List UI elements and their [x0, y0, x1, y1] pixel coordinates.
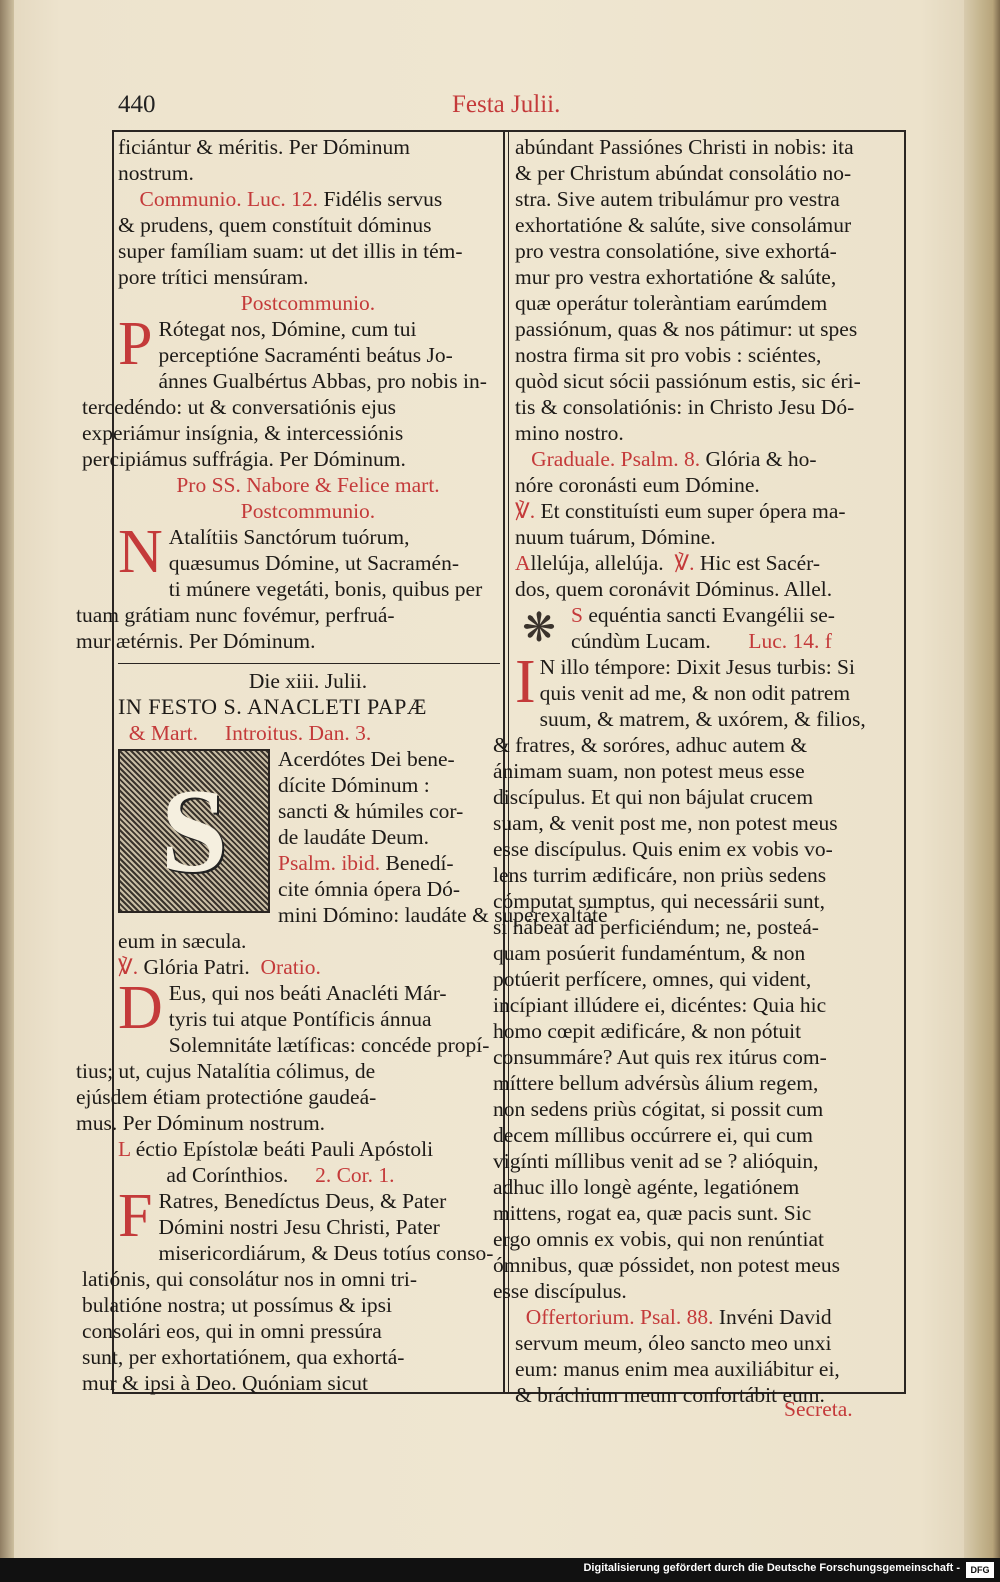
text-line: tuam grátiam nunc fovémur, perfruá-: [76, 603, 395, 627]
drop-cap-f: F: [118, 1182, 153, 1250]
footer-credit: Digitalisierung gefördert durch die Deutsche Forschungsgemeinschaft -: [583, 1562, 960, 1574]
frame-right-rule: [904, 130, 906, 1394]
text-line: nostra firma sit pro vobis : sciéntes,: [515, 343, 822, 367]
sequentia-block: [515, 602, 900, 654]
text-line: ejúsdem étiam protectióne gaudeá-: [76, 1085, 377, 1109]
drop-cap-n: N: [118, 518, 163, 586]
text-line: quæ operátur toleràntiam earúmdem: [515, 291, 828, 315]
gospel-paragraph: [493, 648, 900, 1304]
fleuron-ornament-icon: ❋: [522, 605, 556, 650]
text-line: ómnibus, quæ póssidet, non potest meus: [493, 1253, 840, 1277]
text-line: experiámur insígnia, & intercessiónis: [82, 421, 404, 445]
text-line: consummáre? Aut quis rex itúrus com-: [493, 1045, 827, 1069]
text-line: super famíliam suam: ut det illis in tém-: [118, 239, 463, 263]
text-line: quæsumus Dómine, ut Sacramén-: [168, 551, 459, 575]
lectio-line-2: [118, 1162, 498, 1188]
text-line: ti múnere vegetáti, bonis, quibus per: [168, 577, 483, 601]
frame-top-rule: [112, 130, 906, 132]
text-line: esse discípulus.: [493, 1279, 627, 1303]
versicle-mark: ℣.: [674, 551, 695, 575]
text-line: & per Christum abúndat consolátio no-: [515, 161, 852, 185]
drop-cap-p: P: [118, 310, 153, 378]
text-line: mur ætérnis. Per Dóminum.: [76, 629, 316, 653]
sequentia-line-2: [515, 628, 900, 654]
fratres-paragraph: [82, 1182, 498, 1396]
text-line: ficiántur & méritis. Per Dóminum: [118, 135, 410, 159]
drop-cap-s: S: [571, 603, 583, 627]
text-line: potúerit perfícere, omnes, qui vident,: [493, 967, 812, 991]
offertorium-label: Offertorium. Psal. 88.: [525, 1305, 714, 1329]
text-line: pore trítici mensúram.: [118, 265, 309, 289]
introitus-line: [118, 720, 498, 746]
woodcut-initial: [118, 749, 270, 913]
text-line: perceptióne Sacraménti beátus Jo-: [158, 343, 453, 367]
text-line: mini Dómino: laudáte & superexaltáte: [278, 903, 608, 927]
gloria-text: Glória Patri.: [143, 955, 250, 979]
text-line: exhortatióne & salúte, sive consolámur: [515, 213, 852, 237]
frame-left-rule: [112, 130, 114, 1394]
sequentia-line: [515, 602, 900, 628]
digitization-footer: [0, 1558, 1000, 1582]
text-line: servum meum, óleo sancto meo unxi: [515, 1331, 832, 1355]
versicle-line: [515, 498, 900, 524]
text-line: cómputat sumptus, qui necessárii sunt,: [493, 889, 826, 913]
text-line: Acerdótes Dei bene-: [278, 747, 455, 771]
graduale-label: Graduale. Psalm. 8.: [531, 447, 701, 471]
communio-label: Communio. Luc. 12.: [139, 187, 319, 211]
deus-paragraph: [76, 974, 498, 1136]
text-line: dos, quem coronávit Dóminus. Allel.: [515, 577, 833, 601]
text-line: mino nostro.: [515, 421, 624, 445]
text-line: percipiámus suffrágia. Per Dóminum.: [82, 447, 406, 471]
text-line: Eus, qui nos beáti Anacléti Már-: [168, 981, 447, 1005]
postcommunio-heading: Postcommunio.: [240, 499, 376, 523]
alleluia-line: [515, 550, 900, 576]
offertorium-text: Invéni David: [718, 1305, 832, 1329]
text-line: Rótegat nos, Dómine, cum tui: [158, 317, 417, 341]
text-line: suum, & matrem, & uxórem, & filios,: [539, 707, 866, 731]
text-line: non sedens priùs cógitat, si possit cum: [493, 1097, 824, 1121]
text-line: Atalítiis Sanctórum tuórum,: [168, 525, 410, 549]
text-line: tius; ut, cujus Natalítia cólimus, de: [76, 1059, 376, 1083]
psalm-label: Psalm. ibid.: [278, 851, 381, 875]
text-line: mur & ipsi à Deo. Quóniam sicut: [82, 1371, 369, 1395]
text-line: ánnes Gualbértus Abbas, pro nobis in-: [158, 369, 487, 393]
sacerdotes-paragraph: [118, 746, 498, 902]
page-number: 440: [118, 91, 156, 118]
text-line: suam, & venit post me, non potest meus: [493, 811, 838, 835]
text-line: decem míllibus occúrrere ei, qui cum: [493, 1123, 813, 1147]
running-title: Festa Julii.: [452, 91, 561, 118]
text-line: eum: manus enim mea auxiliábitur ei,: [515, 1357, 840, 1381]
lectio-reference: 2. Cor. 1.: [315, 1163, 395, 1187]
text-line: dícite Dóminum :: [278, 773, 430, 797]
text-line: Dómini nostri Jesu Christi, Pater: [158, 1215, 440, 1239]
text-line: N illo témpore: Dixit Jesus turbis: Si: [539, 655, 855, 679]
text-line: misericordiárum, & Deus totíus conso-: [158, 1241, 494, 1265]
text-line: discípulus. Et qui non bájulat crucem: [493, 785, 814, 809]
lectio-text: ad Corínthios.: [166, 1163, 289, 1187]
gloria-line: [118, 954, 498, 980]
text-line: esse discípulus. Quis enim ex vobis vo-: [493, 837, 833, 861]
text-line: nóre coronásti eum Dómine.: [515, 473, 760, 497]
text-line: & fratres, & soróres, adhuc autem &: [493, 733, 808, 757]
text-line: pro vestra consolatióne, sive exhortá-: [515, 239, 837, 263]
page-right-edge: [964, 0, 1000, 1558]
woodcut-letter: S: [160, 764, 228, 897]
natalitiis-paragraph: [76, 518, 498, 654]
text-line: bulatióne nostra; ut possímus & ipsi: [82, 1293, 392, 1317]
versicle-mark: ℣.: [515, 499, 536, 523]
communio-line: [118, 186, 498, 212]
text-line: nuum tuárum, Dómine.: [515, 525, 716, 549]
text-line: homo cœpit ædificáre, & non pótuit: [493, 1019, 802, 1043]
text-line: quam posúerit fundaméntum, & non: [493, 941, 806, 965]
lectio-text: éctio Epístolæ beáti Pauli Apóstoli: [135, 1137, 434, 1161]
text-line: abúndant Passiónes Christi in nobis: ita: [515, 135, 854, 159]
drop-cap-l: L: [118, 1137, 131, 1161]
mart-label: & Mart.: [128, 721, 199, 745]
text-line: lens turrim ædificáre, non priùs sedens: [493, 863, 827, 887]
feast-date: Die xiii. Julii.: [248, 669, 368, 693]
text-line: passiónum, quas & nos pátimur: ut spes: [515, 317, 858, 341]
catchword: Secreta.: [784, 1397, 853, 1421]
text-line: ánimam suam, non potest meus esse: [493, 759, 805, 783]
dfg-logo: DFG: [966, 1562, 994, 1578]
text-line: & bráchium meum confortábit eum.: [515, 1383, 825, 1407]
text-line: cite ómnia ópera Dó-: [278, 877, 461, 901]
offertorium-line: [515, 1304, 900, 1330]
sequentia-text: cúndùm Lucam.: [571, 629, 711, 653]
text-line: si hábeat ad perficiéndum; ne, posteá-: [493, 915, 819, 939]
text-line: Solemnitáte lætíficas: concéde propí-: [168, 1033, 490, 1057]
pro-ss-heading: Pro SS. Nabore & Felice mart.: [176, 473, 440, 497]
text-line: tis & consolatiónis: in Christo Jesu Dó-: [515, 395, 855, 419]
text-line: mittens, rogat ea, quæ pacis sunt. Sic: [493, 1201, 812, 1225]
text-line: sancti & húmiles cor-: [278, 799, 464, 823]
text-line: tyris tui atque Pontíficis ánnua: [168, 1007, 432, 1031]
page-left-edge: [0, 0, 14, 1582]
luc-reference: Luc. 14. f: [748, 629, 832, 653]
communio-text: Fidélis servus: [323, 187, 443, 211]
text-line: de laudáte Deum.: [278, 825, 430, 849]
drop-cap-i: I: [515, 648, 536, 716]
right-column: [493, 134, 900, 1408]
text-line: quòd sicut sócii passiónum estis, sic éri-: [515, 369, 861, 393]
text-line: nostrum.: [118, 161, 194, 185]
lectio-line: [118, 1136, 498, 1162]
text-line: vigínti míllibus venit ad se ? alióquin,: [493, 1149, 819, 1173]
oratio-label: Oratio.: [260, 955, 321, 979]
text-line: ergo omnis ex vobis, qui non renúntiat: [493, 1227, 825, 1251]
postcommunio-heading: Postcommunio.: [240, 291, 376, 315]
drop-cap-a: A: [515, 551, 531, 575]
graduale-line: [515, 446, 900, 472]
text-line: quis venit ad me, & non odit patrem: [539, 681, 851, 705]
psalm-text: Benedí-: [385, 851, 454, 875]
text-line: Ratres, Benedíctus Deus, & Pater: [158, 1189, 447, 1213]
text-line: stra. Sive autem tribulámur pro vestra: [515, 187, 840, 211]
text-line: eum in sæcula.: [118, 929, 247, 953]
versicle-text: Et constituísti eum super ópera ma-: [540, 499, 846, 523]
text-line: consolári eos, qui in omni pressúra: [82, 1319, 382, 1343]
graduale-text: Glória & ho-: [705, 447, 817, 471]
text-line: sunt, per exhortatiónem, qua exhortá-: [82, 1345, 405, 1369]
text-line: latiónis, qui consolátur nos in omni tri-: [82, 1267, 418, 1291]
introitus-label: Introitus. Dan. 3.: [224, 721, 372, 745]
text-line: mur pro vestra exhortatióne & salúte,: [515, 265, 837, 289]
sequentia-text: equéntia sancti Evangélii se-: [588, 603, 835, 627]
protegat-paragraph: [82, 310, 498, 472]
drop-cap-d: D: [118, 974, 163, 1042]
versicle-mark: ℣.: [118, 955, 139, 979]
text-line: & prudens, quem constítuit dóminus: [118, 213, 432, 237]
text-line: mus. Per Dóminum nostrum.: [76, 1111, 326, 1135]
text-line: míttere bellum advérsùs álium regem,: [493, 1071, 819, 1095]
hic-text: Hic est Sacér-: [699, 551, 821, 575]
text-line: adhuc illo longè agénte, legatiónem: [493, 1175, 800, 1199]
alleluia-text: llelúja, allelúja.: [530, 551, 664, 575]
feast-title: IN FESTO S. ANACLETI PAPÆ: [118, 694, 427, 719]
text-line: incípiant illúdere ei, dicéntes: Quia hic: [493, 993, 827, 1017]
text-line: tercedéndo: ut & conversatiónis ejus: [82, 395, 397, 419]
